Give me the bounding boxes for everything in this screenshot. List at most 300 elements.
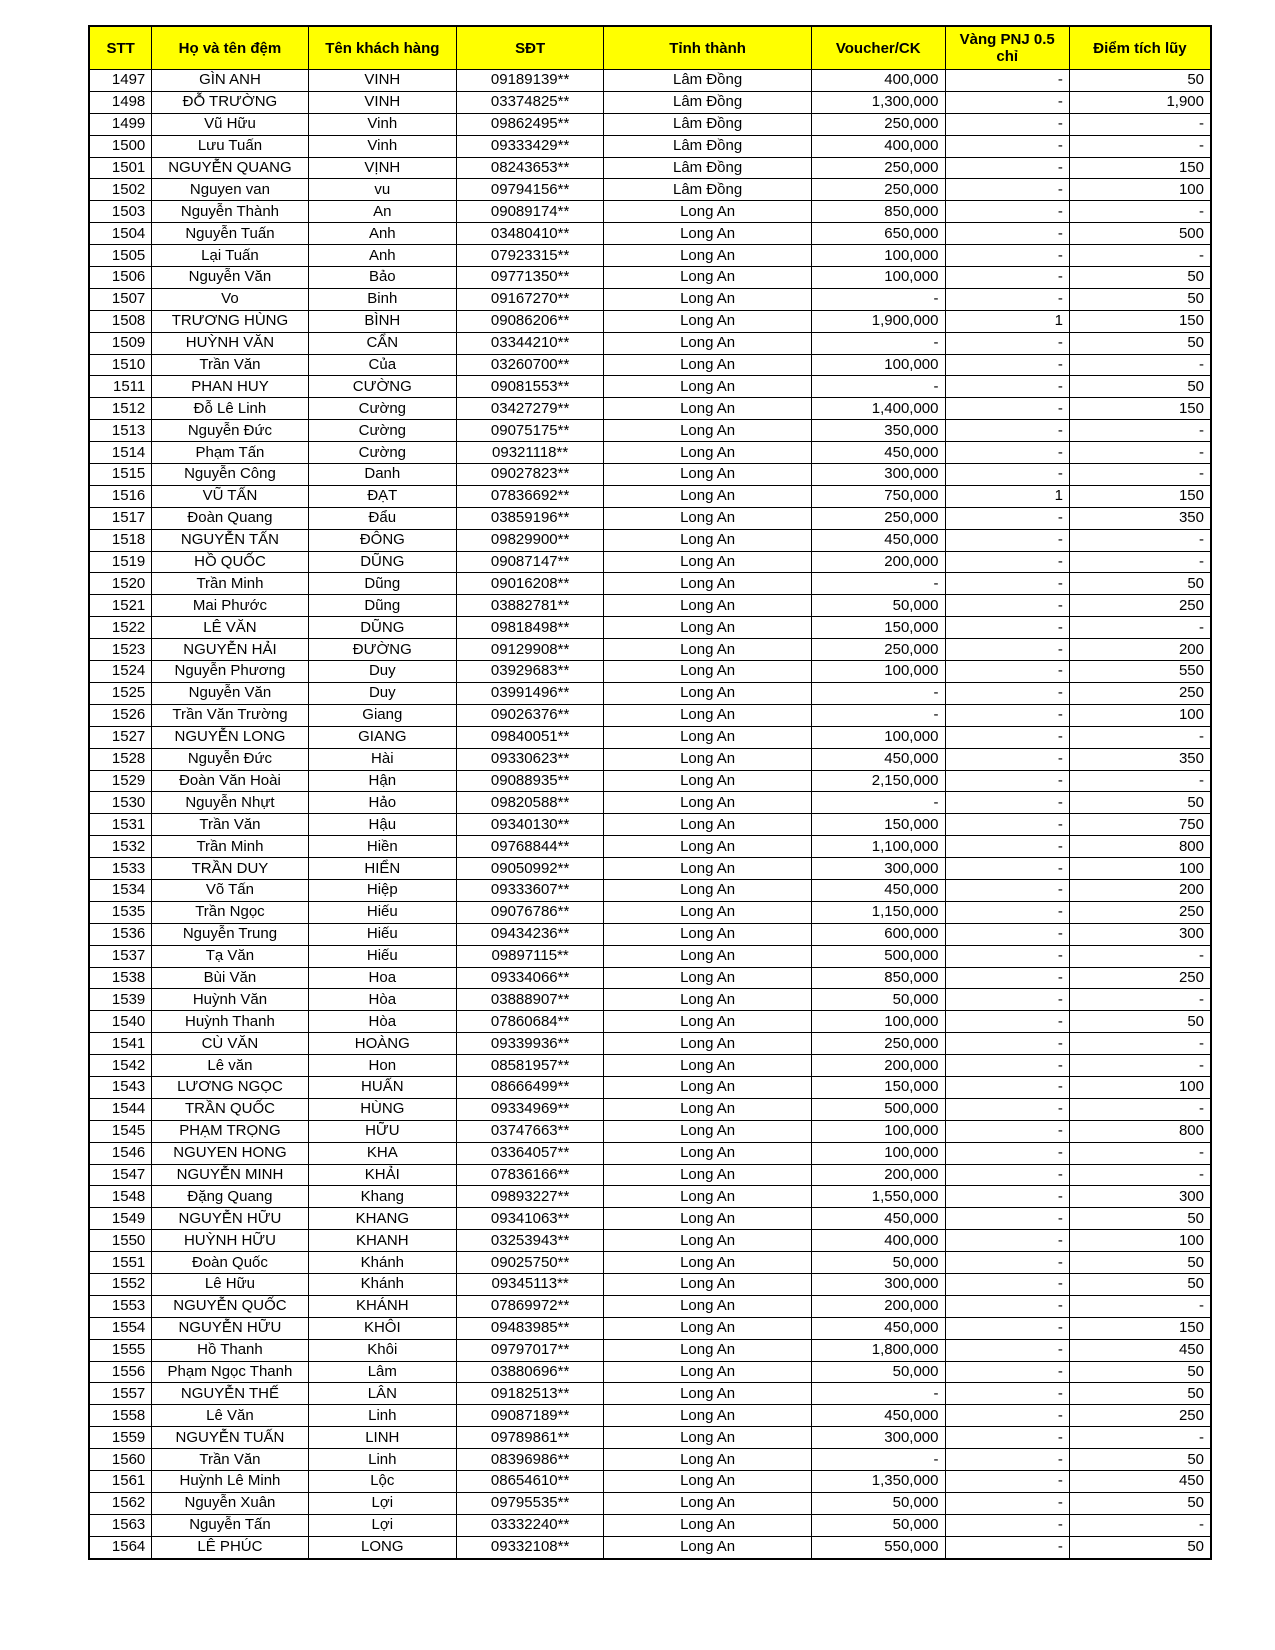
cell-stt: 1532 xyxy=(89,836,152,858)
cell-phone: 08581957** xyxy=(457,1055,604,1077)
cell-voucher: 400,000 xyxy=(811,135,945,157)
table-row xyxy=(89,1230,1211,1252)
table-row xyxy=(89,1514,1211,1536)
cell-phone: 09829900** xyxy=(457,529,604,551)
cell-customer-name: Khôi xyxy=(308,1339,456,1361)
cell-middle-name: Huỳnh Lê Minh xyxy=(152,1471,308,1493)
cell-points: 800 xyxy=(1069,1120,1211,1142)
cell-voucher: 50,000 xyxy=(811,1514,945,1536)
cell-stt: 1553 xyxy=(89,1295,152,1317)
table-row xyxy=(89,1361,1211,1383)
cell-province: Long An xyxy=(604,267,812,289)
cell-phone: 08396986** xyxy=(457,1449,604,1471)
cell-voucher: 450,000 xyxy=(811,1405,945,1427)
cell-phone: 03747663** xyxy=(457,1120,604,1142)
cell-phone: 07836692** xyxy=(457,485,604,507)
table-row xyxy=(89,332,1211,354)
cell-voucher: 100,000 xyxy=(811,245,945,267)
cell-points: 50 xyxy=(1069,573,1211,595)
cell-customer-name: Bảo xyxy=(308,267,456,289)
cell-points: - xyxy=(1069,1033,1211,1055)
cell-province: Long An xyxy=(604,1536,812,1558)
cell-voucher: 250,000 xyxy=(811,507,945,529)
cell-customer-name: Cường xyxy=(308,420,456,442)
cell-customer-name: KHÁNH xyxy=(308,1295,456,1317)
table-row xyxy=(89,113,1211,135)
cell-middle-name: Bùi Văn xyxy=(152,967,308,989)
cell-middle-name: LƯƠNG NGỌC xyxy=(152,1076,308,1098)
cell-middle-name: Lưu Tuấn xyxy=(152,135,308,157)
cell-points: 350 xyxy=(1069,507,1211,529)
cell-stt: 1530 xyxy=(89,792,152,814)
cell-voucher: 450,000 xyxy=(811,529,945,551)
cell-voucher: 300,000 xyxy=(811,464,945,486)
cell-stt: 1515 xyxy=(89,464,152,486)
cell-province: Long An xyxy=(604,1471,812,1493)
table-row xyxy=(89,529,1211,551)
cell-gold: - xyxy=(945,1230,1069,1252)
cell-voucher: 250,000 xyxy=(811,1033,945,1055)
cell-voucher: 250,000 xyxy=(811,639,945,661)
cell-middle-name: HUỲNH VĂN xyxy=(152,332,308,354)
cell-phone: 09768844** xyxy=(457,836,604,858)
cell-middle-name: Trần Văn Trường xyxy=(152,704,308,726)
cell-phone: 09333429** xyxy=(457,135,604,157)
cell-province: Long An xyxy=(604,1405,812,1427)
cell-points: - xyxy=(1069,1142,1211,1164)
cell-customer-name: Dũng xyxy=(308,573,456,595)
cell-gold: - xyxy=(945,1295,1069,1317)
table-row xyxy=(89,1405,1211,1427)
cell-phone: 08654610** xyxy=(457,1471,604,1493)
table-row xyxy=(89,967,1211,989)
cell-province: Long An xyxy=(604,1295,812,1317)
cell-middle-name: Nguyễn Tuấn xyxy=(152,223,308,245)
table-row xyxy=(89,661,1211,683)
cell-voucher: 300,000 xyxy=(811,858,945,880)
table-row xyxy=(89,1471,1211,1493)
cell-province: Long An xyxy=(604,967,812,989)
cell-customer-name: Anh xyxy=(308,245,456,267)
cell-stt: 1511 xyxy=(89,376,152,398)
cell-stt: 1551 xyxy=(89,1252,152,1274)
table-row xyxy=(89,1427,1211,1449)
cell-voucher: - xyxy=(811,376,945,398)
cell-stt: 1506 xyxy=(89,267,152,289)
cell-province: Long An xyxy=(604,420,812,442)
cell-province: Long An xyxy=(604,376,812,398)
table-row xyxy=(89,1449,1211,1471)
cell-customer-name: Hoa xyxy=(308,967,456,989)
cell-points: 50 xyxy=(1069,792,1211,814)
cell-voucher: 400,000 xyxy=(811,1230,945,1252)
cell-province: Lâm Đồng xyxy=(604,157,812,179)
cell-gold: - xyxy=(945,245,1069,267)
cell-phone: 03880696** xyxy=(457,1361,604,1383)
cell-stt: 1564 xyxy=(89,1536,152,1558)
cell-customer-name: Dũng xyxy=(308,595,456,617)
cell-gold: - xyxy=(945,770,1069,792)
cell-gold: - xyxy=(945,967,1069,989)
cell-province: Long An xyxy=(604,573,812,595)
cell-customer-name: Hòa xyxy=(308,1011,456,1033)
cell-province: Long An xyxy=(604,1098,812,1120)
cell-middle-name: Nguyễn Đức xyxy=(152,748,308,770)
cell-customer-name: HÙNG xyxy=(308,1098,456,1120)
cell-province: Long An xyxy=(604,1164,812,1186)
cell-gold: - xyxy=(945,507,1069,529)
cell-points: 250 xyxy=(1069,682,1211,704)
cell-voucher: 1,300,000 xyxy=(811,91,945,113)
table-row xyxy=(89,420,1211,442)
cell-phone: 09050992** xyxy=(457,858,604,880)
cell-stt: 1505 xyxy=(89,245,152,267)
cell-customer-name: Khang xyxy=(308,1186,456,1208)
cell-gold: - xyxy=(945,1405,1069,1427)
table-row xyxy=(89,1142,1211,1164)
cell-customer-name: VỊNH xyxy=(308,157,456,179)
cell-province: Long An xyxy=(604,639,812,661)
cell-phone: 09771350** xyxy=(457,267,604,289)
cell-province: Long An xyxy=(604,1427,812,1449)
cell-stt: 1549 xyxy=(89,1208,152,1230)
cell-province: Long An xyxy=(604,1339,812,1361)
cell-phone: 09818498** xyxy=(457,617,604,639)
table-row xyxy=(89,464,1211,486)
table-row xyxy=(89,310,1211,332)
cell-gold: - xyxy=(945,464,1069,486)
cell-gold: - xyxy=(945,157,1069,179)
cell-gold: - xyxy=(945,113,1069,135)
table-row xyxy=(89,814,1211,836)
cell-gold: - xyxy=(945,661,1069,683)
cell-gold: - xyxy=(945,267,1069,289)
cell-stt: 1559 xyxy=(89,1427,152,1449)
table-row xyxy=(89,1295,1211,1317)
cell-province: Long An xyxy=(604,1317,812,1339)
cell-points: - xyxy=(1069,245,1211,267)
table-row xyxy=(89,1055,1211,1077)
cell-stt: 1563 xyxy=(89,1514,152,1536)
cell-voucher: 50,000 xyxy=(811,1361,945,1383)
cell-province: Long An xyxy=(604,1142,812,1164)
cell-middle-name: Võ Tấn xyxy=(152,879,308,901)
cell-voucher: 250,000 xyxy=(811,157,945,179)
cell-middle-name: Lê Văn xyxy=(152,1405,308,1427)
cell-stt: 1513 xyxy=(89,420,152,442)
cell-gold: - xyxy=(945,639,1069,661)
cell-gold: - xyxy=(945,1317,1069,1339)
cell-stt: 1558 xyxy=(89,1405,152,1427)
cell-middle-name: Trần Văn xyxy=(152,814,308,836)
header-phone: SĐT xyxy=(457,26,604,70)
cell-customer-name: Giang xyxy=(308,704,456,726)
table-row xyxy=(89,879,1211,901)
cell-gold: 1 xyxy=(945,310,1069,332)
cell-province: Long An xyxy=(604,310,812,332)
cell-voucher: 50,000 xyxy=(811,989,945,1011)
cell-voucher: 1,800,000 xyxy=(811,1339,945,1361)
table-row xyxy=(89,639,1211,661)
cell-customer-name: HIỂN xyxy=(308,858,456,880)
cell-stt: 1561 xyxy=(89,1471,152,1493)
cell-points: 150 xyxy=(1069,157,1211,179)
cell-stt: 1519 xyxy=(89,551,152,573)
cell-phone: 09129908** xyxy=(457,639,604,661)
table-row xyxy=(89,551,1211,573)
cell-stt: 1516 xyxy=(89,485,152,507)
cell-stt: 1537 xyxy=(89,945,152,967)
cell-stt: 1518 xyxy=(89,529,152,551)
cell-gold: - xyxy=(945,792,1069,814)
cell-middle-name: TRẦN DUY xyxy=(152,858,308,880)
cell-gold: - xyxy=(945,748,1069,770)
cell-voucher: 1,150,000 xyxy=(811,901,945,923)
cell-stt: 1499 xyxy=(89,113,152,135)
table-row xyxy=(89,923,1211,945)
cell-voucher: 2,150,000 xyxy=(811,770,945,792)
cell-phone: 09341063** xyxy=(457,1208,604,1230)
cell-middle-name: Phạm Ngọc Thanh xyxy=(152,1361,308,1383)
cell-province: Long An xyxy=(604,595,812,617)
cell-gold: - xyxy=(945,836,1069,858)
cell-province: Long An xyxy=(604,1514,812,1536)
cell-points: - xyxy=(1069,1514,1211,1536)
cell-phone: 09345113** xyxy=(457,1273,604,1295)
cell-stt: 1524 xyxy=(89,661,152,683)
cell-points: - xyxy=(1069,617,1211,639)
cell-middle-name: Nguyễn Công xyxy=(152,464,308,486)
cell-points: 550 xyxy=(1069,661,1211,683)
cell-middle-name: NGUYỄN TUẤN xyxy=(152,1427,308,1449)
cell-middle-name: Đỗ Lê Linh xyxy=(152,398,308,420)
cell-customer-name: Vinh xyxy=(308,113,456,135)
table-row xyxy=(89,354,1211,376)
cell-phone: 09893227** xyxy=(457,1186,604,1208)
cell-middle-name: Trần Minh xyxy=(152,836,308,858)
cell-gold: - xyxy=(945,989,1069,1011)
cell-stt: 1540 xyxy=(89,1011,152,1033)
cell-points: - xyxy=(1069,989,1211,1011)
cell-stt: 1522 xyxy=(89,617,152,639)
cell-points: 50 xyxy=(1069,267,1211,289)
cell-stt: 1504 xyxy=(89,223,152,245)
cell-voucher: 450,000 xyxy=(811,1208,945,1230)
table-row xyxy=(89,1186,1211,1208)
cell-voucher: 1,550,000 xyxy=(811,1186,945,1208)
cell-customer-name: Hài xyxy=(308,748,456,770)
cell-voucher: 550,000 xyxy=(811,1536,945,1558)
cell-voucher: 850,000 xyxy=(811,967,945,989)
cell-middle-name: CÙ VĂN xyxy=(152,1033,308,1055)
cell-voucher: 250,000 xyxy=(811,113,945,135)
table-row xyxy=(89,91,1211,113)
cell-middle-name: Vũ Hữu xyxy=(152,113,308,135)
cell-voucher: 500,000 xyxy=(811,1098,945,1120)
table-row xyxy=(89,989,1211,1011)
cell-points: 100 xyxy=(1069,179,1211,201)
cell-province: Long An xyxy=(604,1186,812,1208)
cell-middle-name: NGUYỄN QUANG xyxy=(152,157,308,179)
cell-stt: 1517 xyxy=(89,507,152,529)
cell-province: Lâm Đồng xyxy=(604,135,812,157)
cell-middle-name: Đoàn Quốc xyxy=(152,1252,308,1274)
cell-customer-name: Hảo xyxy=(308,792,456,814)
cell-middle-name: Phạm Tấn xyxy=(152,442,308,464)
cell-stt: 1548 xyxy=(89,1186,152,1208)
table-row xyxy=(89,485,1211,507)
cell-stt: 1508 xyxy=(89,310,152,332)
cell-phone: 09330623** xyxy=(457,748,604,770)
table-row xyxy=(89,1164,1211,1186)
cell-stt: 1525 xyxy=(89,682,152,704)
cell-customer-name: Lộc xyxy=(308,1471,456,1493)
cell-gold: - xyxy=(945,1514,1069,1536)
cell-phone: 09334969** xyxy=(457,1098,604,1120)
cell-middle-name: Nguyễn Nhựt xyxy=(152,792,308,814)
cell-points: 450 xyxy=(1069,1471,1211,1493)
cell-customer-name: BÌNH xyxy=(308,310,456,332)
cell-customer-name: Hiệp xyxy=(308,879,456,901)
cell-voucher: 50,000 xyxy=(811,1252,945,1274)
cell-phone: 09087189** xyxy=(457,1405,604,1427)
cell-customer-name: Lợi xyxy=(308,1514,456,1536)
cell-middle-name: Trần Văn xyxy=(152,1449,308,1471)
cell-phone: 03888907** xyxy=(457,989,604,1011)
cell-phone: 09182513** xyxy=(457,1383,604,1405)
cell-gold: - xyxy=(945,135,1069,157)
cell-middle-name: TRƯƠNG HÙNG xyxy=(152,310,308,332)
cell-middle-name: Huỳnh Thanh xyxy=(152,1011,308,1033)
table-row xyxy=(89,70,1211,92)
cell-middle-name: NGUYỄN LONG xyxy=(152,726,308,748)
cell-points: 100 xyxy=(1069,858,1211,880)
cell-stt: 1541 xyxy=(89,1033,152,1055)
cell-phone: 07836166** xyxy=(457,1164,604,1186)
cell-customer-name: Binh xyxy=(308,288,456,310)
cell-voucher: 750,000 xyxy=(811,485,945,507)
table-row xyxy=(89,135,1211,157)
cell-province: Long An xyxy=(604,1033,812,1055)
cell-points: - xyxy=(1069,529,1211,551)
cell-province: Long An xyxy=(604,682,812,704)
table-row xyxy=(89,901,1211,923)
cell-stt: 1528 xyxy=(89,748,152,770)
cell-province: Long An xyxy=(604,1076,812,1098)
cell-phone: 09167270** xyxy=(457,288,604,310)
cell-points: - xyxy=(1069,770,1211,792)
cell-points: 50 xyxy=(1069,376,1211,398)
table-row xyxy=(89,442,1211,464)
cell-customer-name: KHANG xyxy=(308,1208,456,1230)
cell-customer-name: VINH xyxy=(308,70,456,92)
cell-points: 50 xyxy=(1069,1361,1211,1383)
cell-gold: - xyxy=(945,1208,1069,1230)
cell-province: Long An xyxy=(604,704,812,726)
cell-province: Long An xyxy=(604,464,812,486)
cell-middle-name: NGUYỄN QUỐC xyxy=(152,1295,308,1317)
cell-province: Long An xyxy=(604,1252,812,1274)
cell-customer-name: Hiếu xyxy=(308,945,456,967)
cell-voucher: 50,000 xyxy=(811,1492,945,1514)
cell-gold: - xyxy=(945,1492,1069,1514)
cell-province: Long An xyxy=(604,1208,812,1230)
table-row xyxy=(89,1098,1211,1120)
cell-voucher: - xyxy=(811,704,945,726)
cell-phone: 09795535** xyxy=(457,1492,604,1514)
cell-province: Long An xyxy=(604,551,812,573)
cell-phone: 09088935** xyxy=(457,770,604,792)
cell-points: 100 xyxy=(1069,1230,1211,1252)
table-row xyxy=(89,1317,1211,1339)
table-row xyxy=(89,836,1211,858)
cell-phone: 09789861** xyxy=(457,1427,604,1449)
cell-province: Long An xyxy=(604,223,812,245)
cell-voucher: 850,000 xyxy=(811,201,945,223)
cell-stt: 1514 xyxy=(89,442,152,464)
cell-middle-name: Nguyễn Trung xyxy=(152,923,308,945)
cell-customer-name: Hậu xyxy=(308,814,456,836)
cell-stt: 1536 xyxy=(89,923,152,945)
cell-customer-name: Cường xyxy=(308,442,456,464)
cell-points: - xyxy=(1069,1427,1211,1449)
table-row xyxy=(89,573,1211,595)
table-row xyxy=(89,858,1211,880)
cell-voucher: 100,000 xyxy=(811,1011,945,1033)
cell-phone: 09026376** xyxy=(457,704,604,726)
cell-voucher: 450,000 xyxy=(811,1317,945,1339)
cell-middle-name: ĐỖ TRƯỜNG xyxy=(152,91,308,113)
cell-province: Long An xyxy=(604,945,812,967)
cell-points: 100 xyxy=(1069,704,1211,726)
cell-middle-name: LÊ VĂN xyxy=(152,617,308,639)
cell-voucher: 250,000 xyxy=(811,179,945,201)
cell-province: Long An xyxy=(604,770,812,792)
cell-stt: 1556 xyxy=(89,1361,152,1383)
header-voucher: Voucher/CK xyxy=(811,26,945,70)
cell-points: - xyxy=(1069,1164,1211,1186)
header-stt: STT xyxy=(89,26,152,70)
cell-gold: - xyxy=(945,1164,1069,1186)
cell-stt: 1560 xyxy=(89,1449,152,1471)
table-row xyxy=(89,617,1211,639)
cell-customer-name: Hòa xyxy=(308,989,456,1011)
cell-points: 150 xyxy=(1069,310,1211,332)
cell-customer-name: Khánh xyxy=(308,1252,456,1274)
table-row xyxy=(89,507,1211,529)
cell-phone: 09794156** xyxy=(457,179,604,201)
cell-province: Long An xyxy=(604,354,812,376)
cell-phone: 03364057** xyxy=(457,1142,604,1164)
table-row xyxy=(89,726,1211,748)
cell-customer-name: Lâm xyxy=(308,1361,456,1383)
cell-middle-name: Tạ Văn xyxy=(152,945,308,967)
table-row xyxy=(89,792,1211,814)
cell-points: 750 xyxy=(1069,814,1211,836)
cell-points: 200 xyxy=(1069,879,1211,901)
cell-phone: 09189139** xyxy=(457,70,604,92)
cell-middle-name: Trần Ngọc xyxy=(152,901,308,923)
cell-voucher: 100,000 xyxy=(811,267,945,289)
cell-gold: - xyxy=(945,1273,1069,1295)
cell-middle-name: LÊ PHÚC xyxy=(152,1536,308,1558)
cell-customer-name: HUẤN xyxy=(308,1076,456,1098)
table-row xyxy=(89,595,1211,617)
cell-voucher: 100,000 xyxy=(811,1120,945,1142)
cell-phone: 03374825** xyxy=(457,91,604,113)
cell-stt: 1538 xyxy=(89,967,152,989)
cell-middle-name: Nguyễn Tấn xyxy=(152,1514,308,1536)
